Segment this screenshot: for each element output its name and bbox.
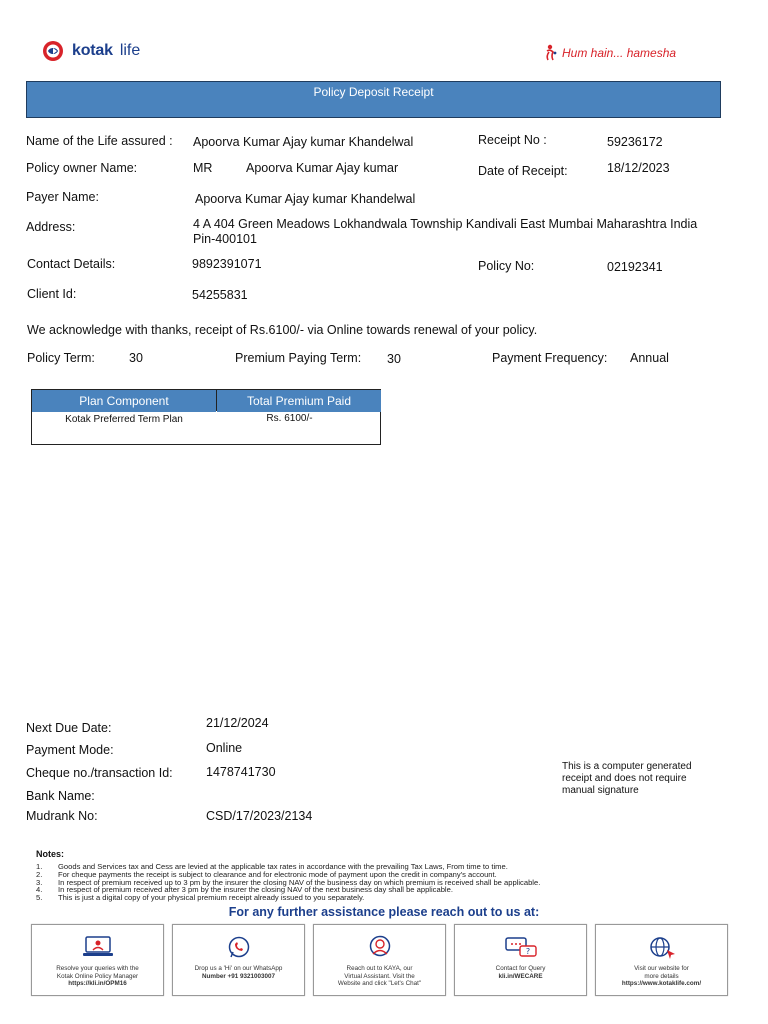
website-box-text [600, 965, 723, 988]
note-text: Goods and Services tax and Cess are levied at the applicable tax rates in accordance with the prevailing Tax Laws, From time to time. [58, 862, 508, 871]
website-line-2: more details [644, 972, 679, 980]
kaya-box-text [318, 965, 441, 988]
receipt-date-label: Date of Receipt: [478, 164, 568, 178]
svg-text:?: ? [525, 947, 530, 956]
plan-header-component: Plan Component [32, 390, 216, 412]
mudrank-value: CSD/17/2023/2134 [206, 809, 313, 823]
wecare-box-text [459, 965, 582, 980]
kaya-line-2: Virtual Assistant. Visit the [344, 972, 415, 980]
bank-name-label: Bank Name: [26, 789, 95, 803]
note-text: For cheque payments the receipt is subject to clearance and for electronic mode of payment upon the credit in company's account. [58, 869, 497, 879]
signature-note: This is a computer generated receipt and does not require manual signature [562, 761, 692, 796]
chat-query-icon [504, 935, 538, 961]
policy-term-label: Policy Term: [27, 351, 95, 365]
payment-mode-value: Online [206, 741, 243, 755]
payer-label: Payer Name: [26, 190, 99, 204]
brand-suffix: life [119, 42, 141, 59]
whatsapp-icon [222, 935, 256, 961]
client-id-label: Client Id: [27, 287, 77, 301]
brand-name: kotak [72, 42, 113, 59]
tagline-figure-icon [544, 44, 558, 62]
next-due-value: 21/12/2024 [206, 716, 269, 730]
notes-list [36, 863, 540, 902]
opm-line-1: Resolve your queries with the [56, 965, 139, 972]
payment-mode-label: Payment Mode: [26, 743, 114, 757]
policy-no-label: Policy No: [478, 259, 535, 273]
mudrank-label: Mudrank No: [26, 809, 98, 823]
title-banner [26, 81, 721, 118]
owner-title: MR [193, 161, 213, 175]
assistance-boxes [31, 924, 728, 996]
website-link[interactable]: https://www.kotaklife.com/ [621, 980, 702, 988]
website-box[interactable] [595, 924, 728, 996]
contact-label: Contact Details: [27, 257, 116, 271]
premium-paying-term-value: 30 [387, 352, 401, 366]
receipt-date-value: 18/12/2023 [607, 161, 670, 175]
note-number: 2. [36, 869, 43, 879]
website-line-1: Visit our website for [634, 965, 689, 972]
contact-value: 9892391071 [192, 257, 262, 271]
owner-value: Apoorva Kumar Ajay kumar [246, 161, 399, 175]
acknowledgement-text: We acknowledge with thanks, receipt of Rs.6100/- via Online towards renewal of your policy. [27, 323, 538, 337]
plan-cell-amount: Rs. 6100/- [266, 413, 313, 424]
tagline-text: Hum hain... hamesha [562, 46, 677, 60]
plan-cell-name: Kotak Preferred Term Plan [65, 414, 183, 425]
payment-frequency-value: Annual [630, 351, 669, 365]
tagline [544, 44, 676, 62]
note-item [36, 894, 540, 902]
address-line-2: Pin-400101 [193, 232, 257, 246]
laptop-support-icon [81, 935, 115, 961]
policy-no-value: 02192341 [607, 260, 663, 274]
plan-header-premium: Total Premium Paid [217, 390, 381, 412]
transaction-id-label: Cheque no./transaction Id: [26, 766, 173, 780]
globe-website-icon [645, 935, 679, 961]
receipt-no-label: Receipt No : [478, 133, 547, 147]
payer-value: Apoorva Kumar Ajay kumar Khandelwal [195, 192, 416, 206]
plan-header-divider [216, 389, 217, 411]
kaya-line-3[interactable]: Website and click "Let's Chat" [337, 980, 422, 988]
whatsapp-line-1: Drop us a 'Hi' on our WhatsApp [194, 965, 283, 972]
page-title: Policy Deposit Receipt [313, 85, 434, 99]
owner-label: Policy owner Name: [26, 161, 138, 175]
opm-link[interactable]: https://kli.in/OPM16 [68, 980, 127, 988]
whatsapp-box-text [177, 965, 300, 980]
kotak-logo-icon [42, 40, 68, 62]
note-text: This is just a digital copy of your physical premium receipt already issued to you separately. [58, 893, 365, 903]
kaya-box[interactable] [313, 924, 446, 996]
opm-box-text [36, 965, 159, 988]
assistance-heading: For any further assistance please reach out to us at: [228, 905, 540, 919]
address-label: Address: [26, 220, 76, 234]
plan-table [31, 389, 381, 445]
payment-frequency-label: Payment Frequency: [492, 351, 608, 365]
kaya-line-1: Reach out to KAYA, our [346, 965, 413, 972]
note-number: 5. [36, 893, 43, 903]
wecare-line-1: Contact for Query [495, 965, 546, 972]
life-assured-value: Apoorva Kumar Ajay kumar Khandelwal [193, 135, 414, 149]
opm-line-2: Kotak Online Policy Manager [56, 972, 139, 980]
policy-term-value: 30 [129, 351, 143, 365]
kotak-life-logo [42, 40, 140, 62]
whatsapp-box[interactable] [172, 924, 305, 996]
next-due-label: Next Due Date: [26, 721, 112, 735]
note-number: 1. [36, 862, 43, 871]
client-id-value: 54255831 [192, 288, 248, 302]
opm-box[interactable] [31, 924, 164, 996]
notes-title: Notes: [36, 849, 65, 859]
note-text: In respect of premium received up to 3 pm by the insurer the closing NAV of the business day on which premium is received shall be applicable. [58, 877, 541, 887]
whatsapp-line-2[interactable]: Number +91 9321003007 [202, 972, 275, 980]
wecare-link[interactable]: kli.in/WECARE [498, 972, 543, 980]
premium-paying-term-label: Premium Paying Term: [235, 351, 362, 365]
note-text: In respect of premium received after 3 pm by the insurer the closing NAV of the next business day shall be applicable. [58, 885, 453, 895]
receipt-no-value: 59236172 [607, 135, 663, 149]
transaction-id-value: 1478741730 [206, 765, 276, 779]
note-number: 4. [36, 885, 43, 895]
note-number: 3. [36, 877, 43, 887]
life-assured-label: Name of the Life assured : [26, 134, 173, 148]
wecare-box[interactable] [454, 924, 587, 996]
address-line-1: 4 A 404 Green Meadows Lokhandwala Township Kandivali East Mumbai Maharashtra India [193, 217, 698, 231]
virtual-assistant-icon [363, 935, 397, 961]
